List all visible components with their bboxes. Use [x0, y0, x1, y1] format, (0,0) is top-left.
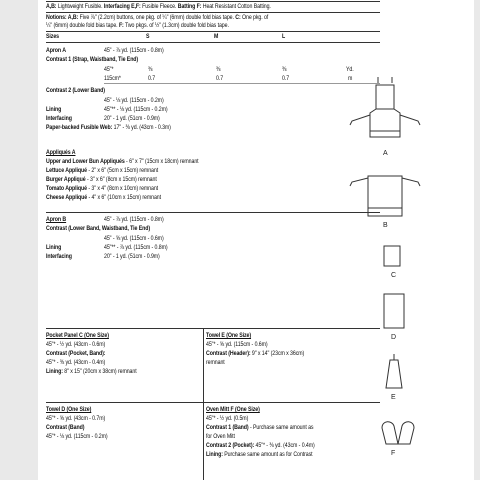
apron-a-title: Apron A	[46, 47, 66, 54]
applique-burger: Burger Appliqué - 3" x 6" (8cm x 15cm) remnant	[46, 176, 157, 183]
paper-backed-web: Paper-backed Fusible Web: 17" - ⅜ yd. (43cm - 0.3m)	[46, 124, 171, 131]
towel-d-illustration	[382, 292, 406, 330]
towel-d-fabric: 45"* - ⅝ yd. (43cm - 0.7m)	[46, 415, 106, 422]
contrast1-row1-s: ⅜	[148, 66, 153, 73]
contrast1-row1-unit: Yd.	[346, 66, 354, 73]
label-c: C	[391, 272, 397, 279]
apron-b-lining-label: Lining	[46, 244, 62, 251]
column-divider	[203, 328, 204, 480]
interfacing-value: 20" - 1 yd. (51cm - 0.9m)	[104, 115, 160, 122]
notions-line-1: Notions: A,B: Five ⅞" (2.2cm) buttons, one pkg. of ¼" (6mm) double fold bias tape. C: One pkg. of	[46, 14, 269, 21]
label-a: A	[383, 150, 388, 157]
apron-b-contrast-value: 45" - ⅝ yd. (115cm - 0.6m)	[104, 235, 164, 242]
pattern-envelope-back	[38, 0, 474, 480]
apron-a-illustration	[348, 75, 422, 155]
label-e: E	[391, 394, 396, 401]
pocket-c-title: Pocket Panel C (One Size)	[46, 332, 109, 339]
divider	[46, 31, 380, 32]
oven-f-fabric: 45"* - ½ yd. (0.5m)	[206, 415, 249, 422]
towel-e-illustration	[382, 352, 406, 392]
apron-b-title: Apron B	[46, 216, 67, 223]
towel-d-contrast-value: 45"* - ⅛ yd. (115cm - 0.2m)	[46, 433, 108, 440]
divider	[46, 212, 380, 213]
size-m: M	[214, 33, 219, 40]
label-d: D	[391, 334, 397, 341]
contrast1-row1-l: ⅜	[282, 66, 287, 73]
divider	[104, 83, 380, 84]
apron-b-illustration	[348, 170, 422, 222]
pocket-panel-illustration	[382, 244, 404, 268]
pocket-c-contrast-value: 45"* - ⅜ yd. (43cm - 0.4m)	[46, 359, 106, 366]
divider	[46, 328, 380, 329]
oven-f-lining: Lining: Purchase same amount as for Contrast	[206, 451, 313, 458]
towel-d-contrast: Contrast (Band)	[46, 424, 85, 431]
apron-a-contrast2: Contrast 2 (Lower Band)	[46, 87, 105, 94]
oven-f-contrast1-l2: for Oven Mitt	[206, 433, 235, 440]
apron-b-interfacing-value: 20" - 1 yd. (51cm - 0.9m)	[104, 253, 160, 260]
apron-b-interfacing-label: Interfacing	[46, 253, 72, 260]
pocket-c-lining: Lining: 8" x 15" (20cm x 38cm) remnant	[46, 368, 137, 375]
size-s: S	[146, 33, 150, 40]
apron-b-fabric: 45" - ⅞ yd. (115cm - 0.8m)	[104, 216, 164, 223]
contrast1-row2-m: 0.7	[216, 75, 224, 82]
towel-d-title: Towel D (One Size)	[46, 406, 92, 413]
applique-tomato: Tomato Appliqué - 3" x 4" (8cm x 10cm) remnant	[46, 185, 159, 192]
apron-a-contrast1: Contrast 1 (Strap, Waistband, Tie End)	[46, 56, 139, 63]
towel-e-fabric: 45"* - ⅝ yd. (115cm - 0.6m)	[206, 341, 268, 348]
label-f: F	[391, 450, 396, 457]
size-l: L	[282, 33, 286, 40]
contrast1-row2-s: 0.7	[148, 75, 156, 82]
divider	[46, 402, 380, 403]
towel-e-title: Towel E (One Size)	[206, 332, 252, 339]
pocket-c-contrast: Contrast (Pocket, Band):	[46, 350, 106, 357]
contrast2-value: 45" - ⅛ yd. (115cm - 0.2m)	[104, 97, 164, 104]
contrast1-row2-unit: m	[348, 75, 353, 82]
oven-mitt-illustration	[378, 418, 418, 448]
towel-e-contrast: Contrast (Header): 9" x 14" (23cm x 36cm)	[206, 350, 305, 357]
applique-lettuce: Lettuce Appliqué - 2" x 6" (5cm x 15cm) remnant	[46, 167, 159, 174]
oven-f-title: Oven Mitt F (One Size)	[206, 406, 260, 413]
applique-cheese: Cheese Appliqué - 4" x 6" (10cm x 15cm) remnant	[46, 194, 161, 201]
oven-f-contrast1: Contrast 1 (Band) - Purchase same amount as	[206, 424, 314, 431]
top-rule	[46, 1, 380, 2]
label-b: B	[383, 222, 388, 229]
oven-f-contrast2: Contrast 2 (Pocket): 45"* - ⅜ yd. (43cm - 0.4m)	[206, 442, 315, 449]
contrast1-row1-m: ⅜	[216, 66, 221, 73]
applique-bun: Upper and Lower Bun Appliqués - 6" x 7" (15cm x 18cm) remnant	[46, 158, 199, 165]
apron-b-contrast: Contrast (Lower Band, Waistband, Tie End)	[46, 225, 151, 232]
lining-value: 45"** - ⅛ yd. (115cm - 0.2m)	[104, 106, 168, 113]
pocket-c-fabric: 45"* - ½ yd. (43cm - 0.6m)	[46, 341, 106, 348]
contrast1-row2-width: 115cm*	[104, 75, 121, 82]
divider	[46, 12, 380, 13]
divider	[46, 42, 380, 43]
appliques-title: Appliqués A	[46, 149, 76, 156]
apron-a-fabric: 45" - ⅞ yd. (115cm - 0.8m)	[104, 47, 164, 54]
sizes-label: Sizes	[46, 33, 59, 40]
interfacing-line: A,B: Lightweight Fusible. Interfacing E,F: Fusible Fleece. Batting F: Heat Resistant Cotton Batting.	[46, 3, 271, 10]
contrast1-row2-l: 0.7	[282, 75, 290, 82]
towel-e-remnant: remnant	[206, 359, 225, 366]
contrast1-row1-width: 45"*	[104, 66, 114, 73]
lining-label: Lining	[46, 106, 62, 113]
apron-b-lining-value: 45"** - ⅞ yd. (115cm - 0.8m)	[104, 244, 168, 251]
interfacing-label: Interfacing	[46, 115, 72, 122]
notions-line-2: ¼" (6mm) double fold bias tape. F: Two pkgs. of ½" (1.3cm) double fold bias tape.	[46, 22, 229, 29]
